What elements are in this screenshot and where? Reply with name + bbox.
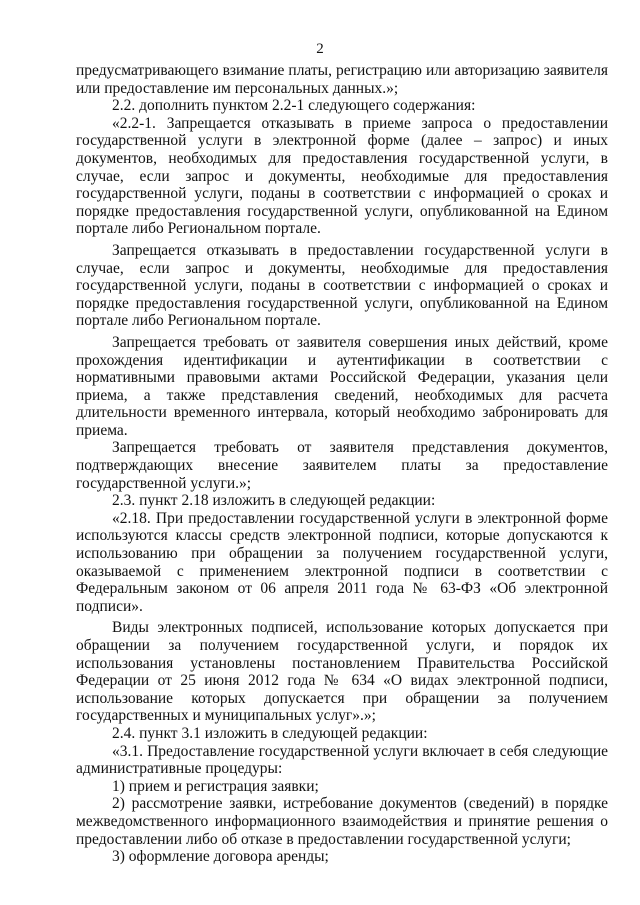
paragraph: 3) оформление договора аренды; <box>112 848 329 866</box>
paragraph: 2.4. пункт 3.1 изложить в следующей редакции: <box>112 724 428 742</box>
paragraph: «2.2-1. Запрещается отказывать в приеме запроса о предоставлении государственной услуги в электронной форме (далее – запрос) и иных документов, необходимых для предоставления государственной услуги, в случае, если запрос и документы, необходимые для предоставления государственной услуги, поданы в соответствии с информацией о сроках и порядке предоставления государственной услуги, опубликованной на Едином портале либо Региональном портале. <box>76 114 608 238</box>
paragraph: Запрещается отказывать в предоставлении государственной услуги в случае, если запрос и документы, необходимые для предоставления государственной услуги, поданы в соответствии с информацией о сроках и порядке предоставления государственной услуги, опубликованной на Едином портале либо Региональном портале. <box>76 241 608 330</box>
paragraph: «3.1. Предоставление государственной услуги включает в себя следующие административные процедуры: <box>76 742 608 778</box>
paragraph: предусматривающего взимание платы, регистрацию или авторизацию заявителя или предоставление им персональных данных.»; <box>76 62 608 97</box>
paragraph: Виды электронных подписей, использование которых допускается при обращении за получением государственной услуги, и порядок их использования установлены постановлением Правительства Российской Федерации от 25 июня 2012 года № 634 «О видах электронной подписи, использование которых допускается при обращении за получением государственных и муниципальных услуг».»; <box>76 619 608 725</box>
paragraph: 2) рассмотрение заявки, истребование документов (сведений) в порядке межведомственного информационного взаимодействия и принятие решения о предоставлении либо об отказе в предоставлении государственной услуги; <box>76 795 608 848</box>
paragraph: 2.3. пункт 2.18 изложить в следующей редакции: <box>112 492 436 510</box>
paragraph: «2.18. При предоставлении государственной услуги в электронной форме используются классы средств электронной подписи, которые допускаются к использованию при обращении за получением государственной услуги, оказываемой с применением электронной подписи в соответствии с Федеральным законом от 06 апреля 2011 года № 63-ФЗ «Об электронной подписи». <box>76 509 608 615</box>
document-body <box>76 62 608 866</box>
paragraph: Запрещается требовать от заявителя совершения иных действий, кроме прохождения идентификации и аутентификации в соответствии с нормативными правовыми актами Российской Федерации, указания цели приема, а также представления сведений, необходимых для расчета длительности временного интервала, который необходимо забронировать для приема. <box>76 333 608 439</box>
page-number: 2 <box>316 41 324 57</box>
paragraph: 1) прием и регистрация заявки; <box>112 777 319 795</box>
paragraph: Запрещается требовать от заявителя представления документов, подтверждающих внесение заявителем платы за предоставление государственной услуги.»; <box>76 439 608 492</box>
paragraph: 2.2. дополнить пунктом 2.2-1 следующего содержания: <box>112 97 476 115</box>
